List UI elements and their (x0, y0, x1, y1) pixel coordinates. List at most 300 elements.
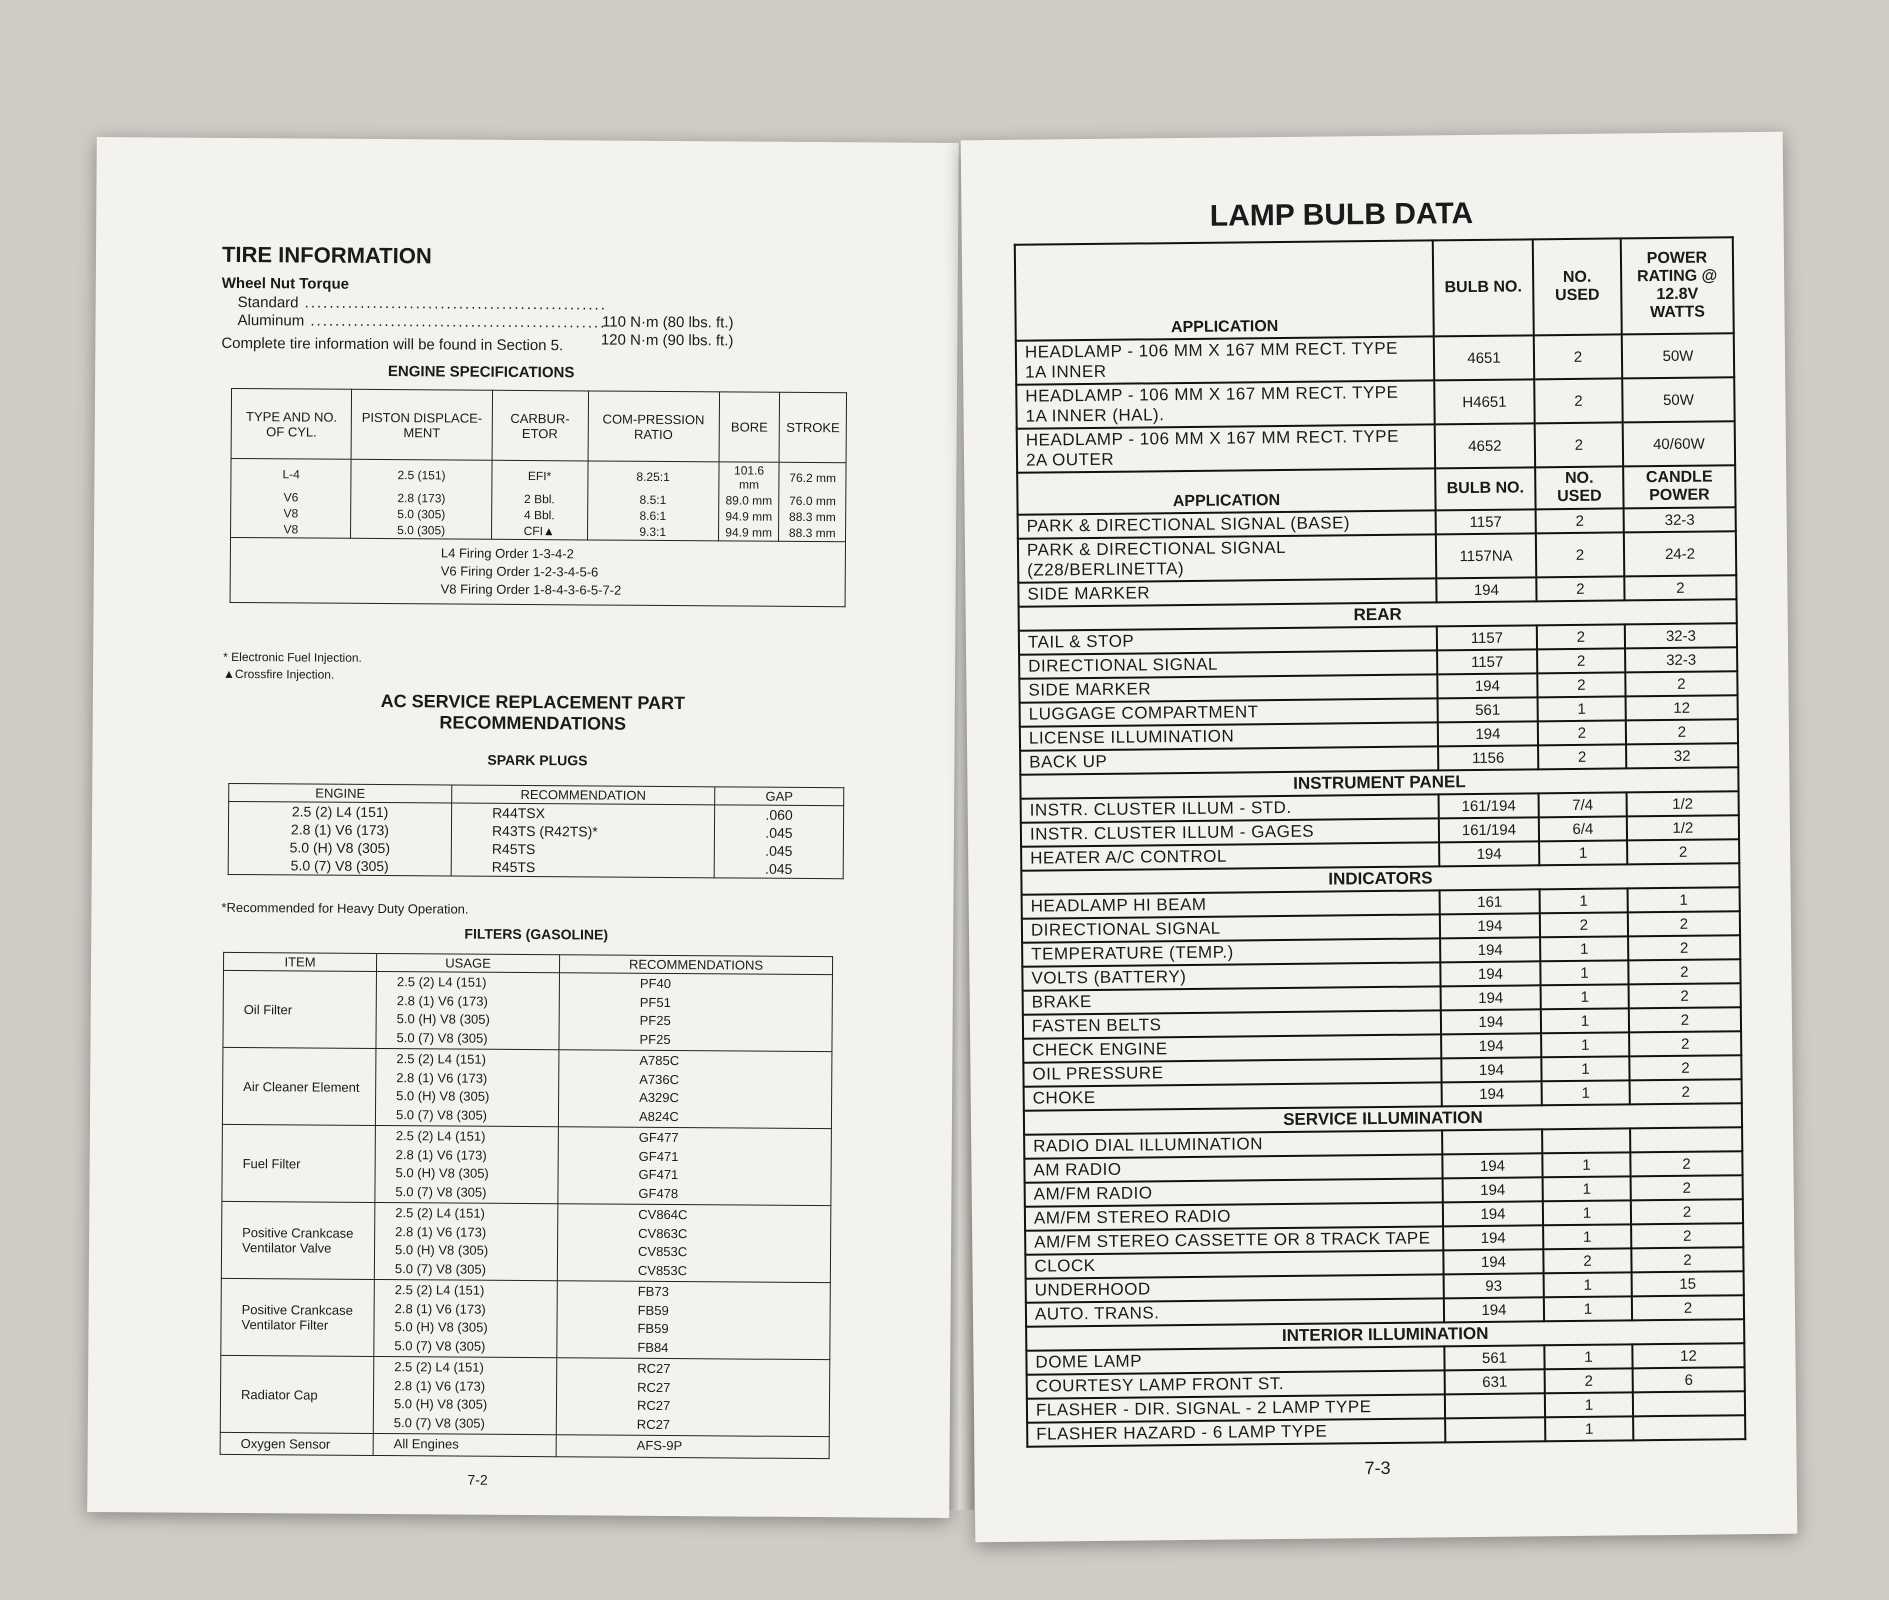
lamp-value: H4651 (1434, 379, 1534, 424)
engine-header-compression: COM-PRESSION RATIO (588, 391, 720, 462)
engine-specs-title: ENGINE SPECIFICATIONS (387, 363, 575, 382)
spark-cell: 5.0 (H) V8 (305) (228, 838, 451, 858)
lamp-value: 2 (1632, 1295, 1744, 1320)
lamp-value: 1 (1543, 1176, 1631, 1201)
lamp-value: 2 (1537, 672, 1625, 697)
spark-plugs-table (228, 783, 845, 879)
filter-recommendation: GF477 (638, 1129, 679, 1146)
filter-recommendation: PF25 (639, 1012, 671, 1029)
engine-cell: 8.25:1 (587, 461, 718, 492)
filter-recommendation: RC27 (636, 1416, 671, 1432)
lamp-application: HEADLAMP - 106 MM X 167 MM RECT. TYPE 1A INNER (1016, 336, 1434, 384)
filter-usage: 5.0 (7) V8 (305) (395, 1106, 488, 1123)
lamp-application: SIDE MARKER (1019, 674, 1437, 702)
engine-cell: L-4 (231, 458, 352, 489)
filter-usage: 2.8 (1) V6 (173) (396, 1069, 488, 1086)
filter-usage: 2.8 (1) V6 (173) (395, 1223, 487, 1240)
lamp-application: INSTR. CLUSTER ILLUM - GAGES (1021, 818, 1439, 846)
filter-usage: 2.5 (2) L4 (151) (396, 1051, 487, 1067)
lamp-value: 1 (1542, 1152, 1630, 1177)
lamp-application: AUTO. TRANS. (1026, 1298, 1444, 1326)
engine-cell: 94.9 mm (718, 524, 779, 541)
lamp-value: 32 (1626, 743, 1738, 768)
spark-cell: .045 (714, 823, 843, 842)
filter-usage: 2.8 (1) V6 (173) (394, 1377, 486, 1394)
lamp-value: 194 (1441, 985, 1541, 1010)
lamp-application: DOME LAMP (1026, 1346, 1444, 1374)
filter-recommendation: CV853C (637, 1243, 688, 1260)
engine-cell: 2.5 (151) (351, 459, 491, 490)
lamp-application: AM/FM STEREO CASSETTE OR 8 TRACK TAPE (1025, 1226, 1443, 1254)
lamp-value: 2 (1629, 1007, 1741, 1032)
standard-label: Standard (237, 293, 299, 312)
lamp-value: 1 (1541, 1032, 1629, 1057)
lamp-application: LICENSE ILLUMINATION (1020, 722, 1438, 750)
lamp-application: AM/FM STEREO RADIO (1025, 1202, 1443, 1230)
filter-usage: 5.0 (7) V8 (305) (394, 1337, 486, 1354)
filter-recommendation: RC27 (636, 1397, 671, 1414)
filter-item: Oxygen Sensor (220, 1432, 373, 1455)
lamp-header2-bulb-no: BULB NO. (1435, 467, 1535, 510)
spark-note: *Recommended for Heavy Duty Operation. (221, 899, 469, 917)
lamp-value: 1157 (1437, 649, 1537, 674)
lamp-value: 194 (1444, 1297, 1544, 1322)
filter-recommendation: AFS-9P (636, 1437, 683, 1454)
aluminum-value: 120 N·m (90 lbs. ft.) (600, 331, 734, 350)
lamp-value: 1 (1540, 936, 1628, 961)
filter-recommendation: CV853C (637, 1262, 688, 1278)
lamp-section-title: REAR (1019, 599, 1737, 631)
lamp-header-no-used: NO. USED (1533, 238, 1622, 335)
spark-cell: R45TS (451, 858, 714, 878)
lamp-value: 194 (1441, 1009, 1541, 1034)
filter-recommendation: FB73 (637, 1283, 669, 1300)
filter-rec-cell (558, 1127, 832, 1206)
lamp-value: 194 (1440, 961, 1540, 986)
lamp-header-power-rating: POWER RATING @ 12.8V WATTS (1621, 237, 1734, 334)
tire-note: Complete tire information will be found in Section 5. (221, 334, 564, 355)
standard-torque-row: Standard ................................................. 110 N·m (80 lbs. ft.) (237, 293, 734, 332)
spark-cell: .060 (715, 805, 844, 824)
filter-usage: 5.0 (7) V8 (305) (395, 1183, 487, 1200)
filter-usage: 5.0 (7) V8 (305) (393, 1414, 485, 1431)
lamp-value (1633, 1391, 1745, 1416)
engine-cell: 76.0 mm (779, 493, 846, 509)
engine-cell: 94.9 mm (718, 508, 779, 524)
lamp-value: 194 (1440, 937, 1540, 962)
filter-rec-cell (556, 1435, 829, 1458)
engine-cell: 4 Bbl. (491, 507, 587, 524)
firing-order-l4: L4 Firing Order 1-3-4-2 (440, 545, 574, 562)
spark-cell: R44TSX (452, 803, 715, 823)
lamp-value: 50W (1622, 333, 1734, 378)
spark-header-recommendation: RECOMMENDATION (452, 785, 715, 805)
filter-recommendation: PF51 (639, 994, 671, 1010)
lamp-bulb-data-title: LAMP BULB DATA (1209, 196, 1474, 233)
engine-cell: 9.3:1 (587, 523, 718, 540)
filter-usage: All Engines (393, 1436, 459, 1452)
filter-group-row (220, 1432, 829, 1458)
lamp-value: 1 (1541, 1008, 1629, 1033)
filter-group-row (222, 1047, 832, 1128)
lamp-value: 194 (1441, 1033, 1541, 1058)
lamp-application: HEADLAMP - 106 MM X 167 MM RECT. TYPE 2A OUTER (1017, 424, 1435, 472)
filter-recommendation: A785C (639, 1052, 680, 1069)
engine-cell: 88.3 mm (779, 525, 846, 542)
engine-cell: 89.0 mm (718, 492, 779, 508)
lamp-section-title: INSTRUMENT PANEL (1020, 767, 1738, 799)
lamp-application: PARK & DIRECTIONAL SIGNAL (BASE) (1018, 510, 1436, 538)
lamp-header2-no-used: NO. USED (1535, 466, 1623, 509)
lamp-application: TEMPERATURE (TEMP.) (1022, 938, 1440, 966)
lamp-value: 2 (1631, 1247, 1743, 1272)
page-number-left: 7-2 (467, 1471, 488, 1488)
spark-cell: R43TS (R42TS)* (451, 822, 714, 842)
lamp-application: DIRECTIONAL SIGNAL (1022, 914, 1440, 942)
lamp-application: BACK UP (1020, 746, 1438, 774)
lamp-application: DIRECTIONAL SIGNAL (1019, 650, 1437, 678)
lamp-value: 32-3 (1625, 647, 1737, 672)
lamp-value: 6 (1633, 1367, 1745, 1392)
lamp-value: 24-2 (1624, 531, 1736, 576)
filter-usage-cell (376, 971, 560, 1049)
lamp-value: 161 (1440, 889, 1540, 914)
lamp-value: 1 (1628, 887, 1740, 912)
lamp-value: 2 (1545, 1368, 1633, 1393)
engine-header-bore: BORE (719, 392, 780, 462)
filter-usage: 5.0 (H) V8 (305) (396, 1088, 490, 1104)
lamp-value: 194 (1441, 1057, 1541, 1082)
lamp-value: 194 (1438, 721, 1538, 746)
engine-cell: 76.2 mm (779, 462, 846, 493)
lamp-section-title: SERVICE ILLUMINATION (1024, 1103, 1742, 1135)
standard-value: 110 N·m (80 lbs. ft.) (602, 313, 734, 332)
spark-row (228, 856, 843, 879)
lamp-value: 2 (1534, 334, 1622, 379)
filter-rec-cell (556, 1358, 830, 1437)
lamp-value: 194 (1439, 841, 1539, 866)
lamp-header2-application: APPLICATION (1017, 468, 1435, 514)
spark-cell: 2.8 (1) V6 (173) (228, 820, 451, 840)
engine-cell: 88.3 mm (779, 509, 846, 525)
lamp-value (1442, 1129, 1542, 1154)
lamp-application: FLASHER - DIR. SIGNAL - 2 LAMP TYPE (1027, 1394, 1445, 1422)
filter-recommendation: A736C (639, 1071, 680, 1087)
lamp-application: CLOCK (1025, 1250, 1443, 1278)
lamp-value: 631 (1445, 1369, 1545, 1394)
filter-item: Radiator Cap (220, 1355, 374, 1433)
filter-usage: 2.5 (2) L4 (151) (395, 1128, 486, 1144)
lamp-row (1017, 421, 1735, 473)
filter-header-usage: USAGE (376, 953, 559, 972)
filter-recommendation: FB84 (637, 1339, 669, 1355)
lamp-value: 2 (1628, 935, 1740, 960)
lamp-value: 2 (1627, 839, 1739, 864)
filter-rec-cell (557, 1204, 831, 1283)
lamp-application: INSTR. CLUSTER ILLUM - STD. (1021, 794, 1439, 822)
engine-cell: V8 (231, 505, 352, 522)
engine-cell: 5.0 (305) (351, 506, 491, 523)
engine-header-stroke: STROKE (780, 392, 847, 462)
filter-recommendation: CV863C (638, 1225, 688, 1241)
lamp-value: 2 (1537, 648, 1625, 673)
lamp-value: 1/2 (1627, 815, 1739, 840)
spark-cell: .045 (714, 841, 843, 860)
lamp-application: UNDERHOOD (1026, 1274, 1444, 1302)
lamp-value: 1 (1541, 984, 1629, 1009)
lamp-value: 2 (1540, 912, 1628, 937)
lamp-value: 1 (1543, 1200, 1631, 1225)
lamp-value: 194 (1442, 1081, 1542, 1106)
lamp-value: 194 (1443, 1177, 1543, 1202)
filter-recommendation: PF40 (639, 975, 672, 992)
lamp-value: 1 (1538, 696, 1626, 721)
lamp-value: 6/4 (1539, 816, 1627, 841)
lamp-application: COURTESY LAMP FRONT ST. (1027, 1370, 1445, 1398)
lamp-value: 12 (1632, 1343, 1744, 1368)
lamp-row (1018, 531, 1736, 583)
lamp-value: 2 (1536, 576, 1624, 601)
filter-item: Positive Crankcase Ventilator Valve (221, 1201, 375, 1279)
filter-recommendation: PF25 (639, 1031, 671, 1047)
aluminum-torque-row: Aluminum ................................................ 120 N·m (90 lbs. ft.) (237, 311, 734, 350)
lamp-application: RADIO DIAL ILLUMINATION (1024, 1130, 1442, 1158)
spark-header-gap: GAP (715, 787, 844, 806)
left-page (87, 137, 959, 1518)
filter-recommendation: GF471 (638, 1148, 679, 1164)
lamp-value (1630, 1127, 1742, 1152)
filter-header-item: ITEM (223, 952, 376, 971)
filter-usage-cell (374, 1202, 558, 1280)
lamp-application: BRAKE (1023, 986, 1441, 1014)
spark-cell: 2.5 (2) L4 (151) (229, 801, 452, 821)
lamp-application: LUGGAGE COMPARTMENT (1020, 698, 1438, 726)
engine-cell: 5.0 (305) (351, 522, 491, 539)
firing-order-v6: V6 Firing Order 1-2-3-4-5-6 (440, 563, 599, 580)
lamp-value: 194 (1437, 673, 1537, 698)
engine-header-carburetor: CARBUR-ETOR (492, 390, 588, 461)
lamp-application: PARK & DIRECTIONAL SIGNAL (Z28/BERLINETTA) (1018, 534, 1436, 582)
lamp-value: 194 (1440, 913, 1540, 938)
lamp-value: 561 (1444, 1345, 1544, 1370)
filter-usage: 5.0 (H) V8 (305) (394, 1319, 488, 1335)
filter-group-row (221, 1201, 831, 1282)
lamp-application: OIL PRESSURE (1023, 1058, 1441, 1086)
lamp-value: 2 (1624, 575, 1736, 600)
filter-usage: 2.8 (1) V6 (173) (396, 992, 488, 1009)
filter-usage: 5.0 (7) V8 (305) (396, 1029, 488, 1046)
lamp-application: HEADLAMP HI BEAM (1022, 890, 1440, 918)
filter-usage: 5.0 (H) V8 (305) (394, 1242, 489, 1258)
lamp-value: 2 (1538, 744, 1626, 769)
lamp-application: AM/FM RADIO (1025, 1178, 1443, 1206)
lamp-value: 1156 (1438, 745, 1538, 770)
lamp-value: 1 (1545, 1416, 1633, 1441)
lamp-value: 2 (1628, 959, 1740, 984)
engine-cell: 2.8 (173) (351, 490, 491, 507)
filter-rec-cell (559, 973, 833, 1052)
filter-usage: 5.0 (7) V8 (305) (394, 1260, 487, 1277)
lamp-value: 4651 (1434, 335, 1534, 380)
lamp-value: 1 (1540, 960, 1628, 985)
lamp-value: 194 (1442, 1153, 1542, 1178)
lamp-value: 194 (1443, 1225, 1543, 1250)
filters-table (220, 952, 833, 1459)
engine-cell: 8.5:1 (587, 491, 718, 508)
lamp-value: 194 (1443, 1249, 1543, 1274)
filter-group-row (223, 970, 833, 1051)
engine-header-type: TYPE AND NO. OF CYL. (231, 388, 352, 459)
lamp-value: 1/2 (1627, 791, 1739, 816)
filter-group-row (220, 1355, 830, 1436)
lamp-value: 2 (1537, 624, 1625, 649)
lamp-value: 93 (1444, 1273, 1544, 1298)
firing-order-v8: V8 Firing Order 1-8-4-3-6-5-7-2 (440, 581, 622, 598)
lamp-value: 7/4 (1539, 792, 1627, 817)
lamp-value: 2 (1629, 1055, 1741, 1080)
filter-item: Oil Filter (223, 970, 377, 1048)
lamp-value: 1 (1541, 1056, 1629, 1081)
engine-header-displacement: PISTON DISPLACE-MENT (352, 389, 493, 460)
filter-recommendation: FB59 (637, 1320, 669, 1337)
lamp-application: HEADLAMP - 106 MM X 167 MM RECT. TYPE 1A INNER (HAL). (1016, 380, 1434, 428)
engine-cell: 2 Bbl. (491, 491, 587, 508)
page-number-right: 7-3 (1364, 1457, 1391, 1479)
spark-header-engine: ENGINE (229, 783, 452, 803)
spark-cell: .045 (714, 859, 843, 878)
lamp-value: 15 (1632, 1271, 1744, 1296)
lamp-value: 32-3 (1625, 623, 1737, 648)
lamp-value: 2 (1631, 1175, 1743, 1200)
lamp-value: 2 (1630, 1151, 1742, 1176)
filter-usage: 2.5 (2) L4 (151) (396, 974, 487, 990)
lamp-value: 2 (1626, 719, 1738, 744)
filter-usage-cell (373, 1433, 556, 1456)
engine-cell: EFI* (492, 460, 588, 491)
engine-specs-table (230, 388, 847, 607)
lamp-value: 2 (1536, 532, 1624, 577)
lamp-value: 194 (1443, 1201, 1543, 1226)
spark-plugs-title: SPARK PLUGS (487, 751, 588, 769)
filter-usage-cell (373, 1356, 557, 1434)
lamp-value: 2 (1543, 1248, 1631, 1273)
filter-recommendation: A329C (639, 1089, 679, 1106)
lamp-application: AM RADIO (1024, 1154, 1442, 1182)
lamp-section-title: INTERIOR ILLUMINATION (1026, 1319, 1744, 1351)
filter-item: Fuel Filter (222, 1124, 376, 1202)
lamp-value: 2 (1535, 422, 1623, 467)
filter-rec-cell (558, 1050, 832, 1129)
spark-cell: R45TS (451, 840, 714, 860)
engine-cell: V6 (231, 489, 352, 506)
lamp-value: 194 (1436, 577, 1536, 602)
firing-order-cell (230, 537, 845, 606)
lamp-application: HEATER A/C CONTROL (1021, 842, 1439, 870)
filter-usage: 5.0 (H) V8 (305) (393, 1396, 488, 1412)
lamp-application: CHOKE (1024, 1082, 1442, 1110)
lamp-application: CHECK ENGINE (1023, 1034, 1441, 1062)
lamp-application: FLASHER HAZARD - 6 LAMP TYPE (1027, 1418, 1445, 1446)
lamp-value: 1 (1544, 1296, 1632, 1321)
filters-title: FILTERS (GASOLINE) (464, 925, 609, 943)
filter-group-row (222, 1124, 832, 1205)
filter-recommendation: FB59 (637, 1302, 669, 1318)
lamp-value: 1 (1542, 1080, 1630, 1105)
lamp-value: 2 (1631, 1223, 1743, 1248)
filter-recommendation: CV864C (638, 1206, 688, 1223)
spark-cell: 5.0 (7) V8 (305) (228, 856, 451, 876)
lamp-value: 2 (1628, 911, 1740, 936)
filter-item: Air Cleaner Element (222, 1047, 376, 1125)
lamp-value: 161/194 (1439, 817, 1539, 842)
filter-usage-cell (374, 1279, 558, 1357)
tire-information-title: TIRE INFORMATION (221, 241, 432, 269)
engine-row (231, 458, 846, 493)
filter-item: Positive Crankcase Ventilator Filter (221, 1278, 375, 1356)
filter-recommendation: A824C (638, 1108, 679, 1124)
footnote-efi: * Electronic Fuel Injection. (223, 649, 362, 665)
lamp-value: 12 (1626, 695, 1738, 720)
lamp-value (1542, 1128, 1630, 1153)
lamp-value: 1157 (1436, 509, 1536, 534)
engine-cell: 101.6 mm (719, 462, 780, 493)
lamp-value: 2 (1538, 720, 1626, 745)
wheel-nut-torque-title: Wheel Nut Torque (221, 274, 350, 293)
lamp-value: 1 (1545, 1392, 1633, 1417)
lamp-value: 561 (1438, 697, 1538, 722)
right-page (961, 132, 1798, 1543)
lamp-value: 1 (1543, 1224, 1631, 1249)
filter-recommendation: RC27 (637, 1360, 671, 1377)
filter-usage: 5.0 (H) V8 (305) (395, 1165, 489, 1181)
lamp-value: 32-3 (1624, 507, 1736, 532)
filter-usage-cell (375, 1125, 559, 1203)
lamp-value: 2 (1536, 508, 1624, 533)
lamp-value: 4652 (1435, 423, 1535, 468)
filter-group-row (221, 1278, 831, 1359)
lamp-application: TAIL & STOP (1019, 626, 1437, 654)
engine-cell: V8 (231, 521, 352, 538)
lamp-row (1016, 333, 1734, 385)
filter-usage: 5.0 (H) V8 (305) (396, 1011, 490, 1027)
lamp-section-title: INDICATORS (1021, 863, 1739, 895)
engine-cell: 8.6:1 (587, 507, 718, 524)
lamp-value: 1 (1544, 1272, 1632, 1297)
filter-usage: 2.8 (1) V6 (173) (395, 1146, 487, 1163)
filter-rec-cell (557, 1281, 831, 1360)
lamp-value: 40/60W (1623, 421, 1735, 466)
lamp-value: 50W (1622, 377, 1734, 422)
lamp-value: 2 (1625, 671, 1737, 696)
lamp-bulb-table (1014, 236, 1747, 1447)
aluminum-label: Aluminum (237, 311, 305, 330)
lamp-value: 2 (1630, 1079, 1742, 1104)
lamp-value (1445, 1393, 1545, 1418)
filter-recommendation: RC27 (637, 1379, 671, 1395)
lamp-header-application: APPLICATION (1015, 240, 1434, 340)
lamp-value: 161/194 (1439, 793, 1539, 818)
lamp-value: 1 (1539, 840, 1627, 865)
lamp-value: 1157 (1437, 625, 1537, 650)
filter-usage: 2.5 (2) L4 (151) (394, 1282, 485, 1298)
filter-recommendation: GF471 (638, 1166, 679, 1183)
engine-cell: CFI▲ (491, 523, 587, 540)
lamp-value (1633, 1415, 1745, 1440)
filter-usage-cell (375, 1048, 559, 1126)
lamp-value: 2 (1534, 378, 1622, 423)
lamp-application: FASTEN BELTS (1023, 1010, 1441, 1038)
lamp-value: 1 (1540, 888, 1628, 913)
